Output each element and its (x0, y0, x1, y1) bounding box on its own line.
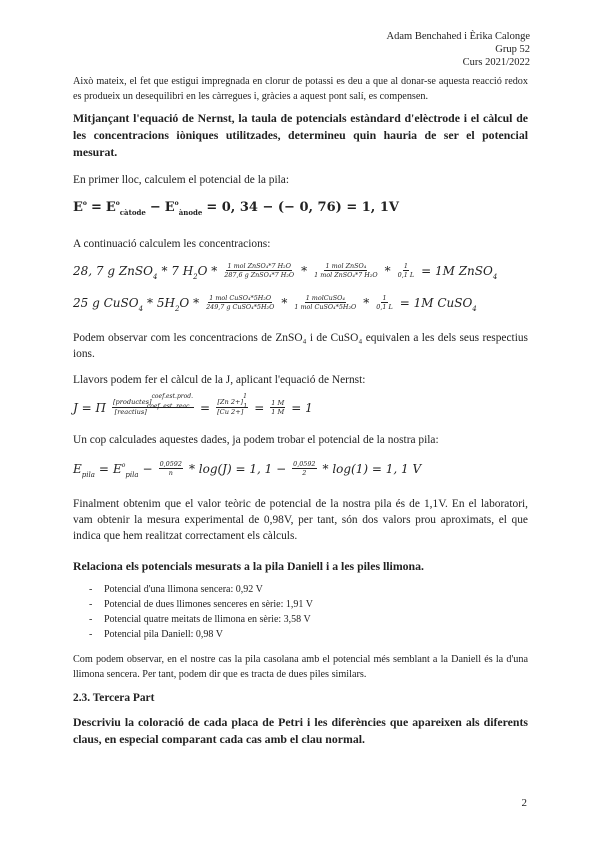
equation-e-cell: $E^o$ = $E^o_{càtode}$ − $E^o_{ànode}$ = 0, 34 − (− 0, 76) = 1, 1V (73, 200, 399, 217)
list-item: - Potencial quatre meitats de llimona en sèrie: 3,58 V (73, 612, 528, 627)
calc-paragraph: Un cop calculades aquestes dades, ja podem trobar el potencial de la nostra pila: (73, 434, 439, 446)
concentrations-paragraph: A continuació calculem les concentracions: (73, 238, 271, 250)
list-item: - Potencial de dues llimones senceres en sèrie: 1,91 V (73, 597, 528, 612)
header-year: Curs 2021/2022 (462, 57, 530, 68)
intro-paragraph: Això mateix, el fet que estigui impregnada en clorur de potassi es deu a que al donar-se aquesta reacció redox es produeix un desequilibri en les càrregues i, gràcies a aquest pont salí, es compensen. (73, 76, 528, 102)
equation-e-pila: $E_{pila}$ = $E^o_{pila}$ − $\frac{0,0592}{n}$ * log(J) = 1, 1 − $\frac{0,0592}{2}$ * log(1) = 1, 1 V (73, 460, 422, 479)
compare-paragraph: Com podem observar, en el nostre cas la pila casolana amb el potencial més semblant a la Daniell és la d'una llimona sencera. Per tant, podem dir que es tracta de dues piles similars. (73, 654, 528, 680)
first-step-paragraph: En primer lloc, calculem el potencial de la pila: (73, 174, 290, 186)
question-relate: Relaciona els potencials mesurats a la pila Daniell i a les piles llimona. (73, 559, 424, 573)
header-group: Grup 52 (495, 44, 530, 55)
final-paragraph: Finalment obtenim que el valor teòric de potencial de la nostra pila és de 1,1V. En el laboratori, vam obtenir la mesura experimental de 0,98V, per tant, són dos valors prou aproximats, el que indica que hem realitzat correctament els càlculs. (73, 498, 528, 542)
list-item: - Potencial d'una llimona sencera: 0,92 V (73, 582, 528, 597)
list-item: - Potencial pila Daniell: 0,98 V (73, 627, 528, 642)
observe-paragraph: Podem observar com les concentracions de ZnSO₄ i de CuSO₄ equivalen a les dels seus respectius ions. (73, 332, 528, 360)
eq1-rhs: = 0, 34 − (− 0, 76) = 1, 1V (206, 200, 399, 215)
eq1-e: E (73, 200, 83, 215)
question-nernst: Mitjançant l'equació de Nernst, la taula de potencials estàndard d'elèctrode i el càlcul de les concentracions iòniques utilitzades, determineu quin hauria de ser el potencial mesurat. (73, 111, 528, 159)
page-header (387, 30, 530, 69)
equation-cuso4: 25 g CuSO$_4$ * $5H_2O$ * 1 mol CuSO₄*5H₂O 249,7 g CuSO₄*5H₂O * 1 molCuSO₄ 1 mol CuSO₄*5H₂O * $\frac{1}{0,1 L}$ = 1M CuSO$_4$ (73, 294, 477, 313)
j-paragraph: Llavors podem fer el càlcul de la J, aplicant l'equació de Nernst: (73, 374, 366, 386)
equation-j: J = Π [productes]coef.est.prod. [reactius]coef. est. reac. = $\frac{[Zn 2+]1}{[Cu 2+]1}$ = $\frac{1 M}{1 M}$ = 1 (73, 393, 313, 416)
question-petri: Descriviu la coloració de cada placa de Petri i les diferències que apareixen als diferents claus, en especial comparant cada cas amb el clau normal. (73, 715, 528, 746)
page-number: 2 (521, 797, 527, 809)
equation-znso4: 28, 7 g ZnSO$_4$ * 7 $H_2O$ * 1 mol ZnSO₄*7 H₂O 287,6 g ZnSO₄*7 H₂O * 1 mol ZnSO₄ 1 mol ZnSO₄*7 H₂O * $\frac{1}{0,1 L}$ = 1M ZnSO$_4$ (73, 262, 498, 281)
section-title: 2.3. Tercera Part (73, 692, 155, 704)
potentials-list (73, 582, 528, 642)
header-authors: Adam Benchahed i Èrika Calonge (386, 31, 530, 42)
